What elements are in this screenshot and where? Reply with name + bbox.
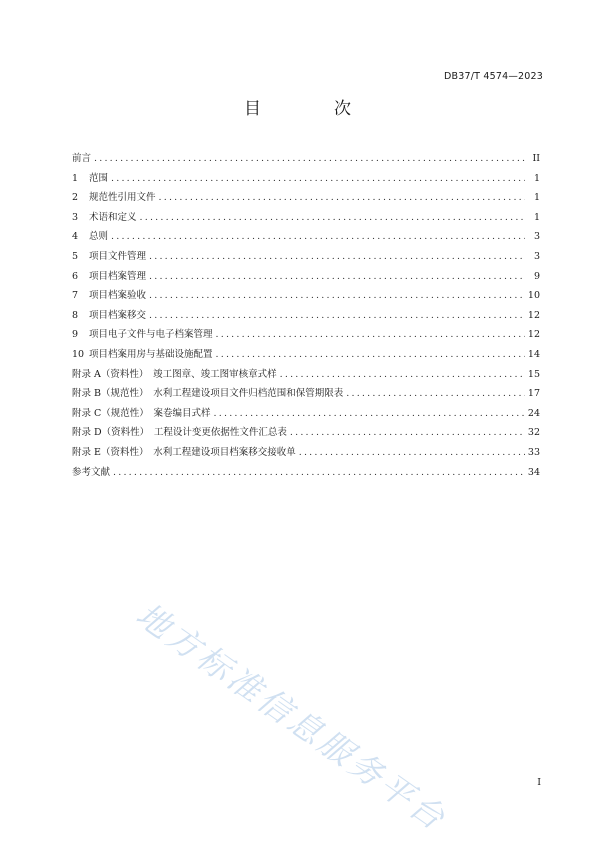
toc-entry-number: 2 (72, 192, 79, 204)
toc-entry[interactable] (72, 170, 540, 190)
toc-entry[interactable] (72, 385, 540, 405)
toc-entry[interactable] (72, 307, 540, 327)
toc-leader-dots (216, 329, 525, 340)
toc-entry[interactable] (72, 444, 540, 464)
toc-leader-dots (149, 251, 525, 262)
toc-entry[interactable] (72, 287, 540, 307)
toc-entry[interactable] (72, 366, 540, 386)
toc-entry-label: 附录 D（资料性） 工程设计变更依据性文件汇总表 (72, 427, 287, 439)
toc-entry-label: 附录 E（资料性） 水利工程建设项目档案移交接收单 (72, 446, 296, 458)
toc-entry-page: 1 (533, 172, 540, 184)
toc-entry-page: 32 (527, 427, 540, 439)
toc-entry-number: 4 (72, 231, 79, 243)
toc-leader-dots (159, 192, 525, 203)
toc-entry-page: 15 (527, 368, 540, 380)
toc-entry[interactable] (72, 228, 540, 248)
toc-entry-number: 1 (72, 172, 79, 184)
toc-leader-dots (149, 290, 525, 301)
toc-entry-label: 规范性引用文件 (89, 192, 156, 204)
toc-entry[interactable] (72, 424, 540, 444)
toc-entry-label: 附录 A（资料性） 竣工图章、竣工图审核章式样 (72, 368, 277, 380)
toc-entry-page: 34 (527, 466, 540, 478)
toc-entry[interactable] (72, 268, 540, 288)
toc-entry[interactable] (72, 248, 540, 268)
toc-entry-page: 9 (533, 270, 540, 282)
toc-entry-number: 5 (72, 250, 79, 262)
toc-entry-label: 前言 (72, 153, 92, 164)
toc-entry-page: 17 (527, 388, 540, 400)
toc-entry-page: 10 (527, 290, 540, 302)
table-of-contents (72, 150, 540, 483)
page-number: I (537, 777, 541, 788)
toc-leader-dots (140, 212, 525, 223)
toc-entry-label: 项目档案用房与基础设施配置 (89, 348, 213, 360)
toc-leader-dots (299, 447, 525, 458)
toc-entry-label: 项目档案管理 (89, 270, 147, 282)
toc-entry-label: 附录 C（规范性） 案卷编目式样 (72, 407, 211, 419)
toc-leader-dots (113, 467, 525, 478)
standard-code: DB37/T 4574—2023 (444, 71, 543, 82)
toc-entry-number: 10 (72, 348, 85, 360)
toc-entry-page: II (532, 153, 540, 164)
toc-entry-label: 项目电子文件与电子档案管理 (89, 329, 213, 341)
toc-entry[interactable] (72, 405, 540, 425)
toc-entry-label: 范围 (89, 172, 109, 184)
toc-entry-number: 8 (72, 309, 79, 321)
toc-entry-label: 项目档案验收 (89, 290, 147, 302)
toc-leader-dots (149, 310, 525, 321)
toc-entry-page: 3 (533, 250, 540, 262)
toc-entry-page: 1 (533, 192, 540, 204)
toc-leader-dots (111, 173, 525, 184)
toc-entry-label: 术语和定义 (89, 211, 137, 223)
toc-leader-dots (94, 153, 525, 164)
toc-entry[interactable] (72, 189, 540, 209)
toc-entry-number: 6 (72, 270, 79, 282)
toc-entry-number: 9 (72, 329, 79, 341)
toc-entry[interactable] (72, 209, 540, 229)
page-title: 目 次 (244, 99, 379, 119)
watermark: 地方标准信息服务平台 (129, 594, 455, 840)
toc-entry-label: 附录 B（规范性） 水利工程建设项目文件归档范围和保管期限表 (72, 388, 344, 400)
toc-leader-dots (346, 388, 525, 399)
toc-leader-dots (280, 369, 525, 380)
toc-entry-label: 总则 (89, 231, 109, 243)
toc-entry-page: 33 (527, 446, 540, 458)
toc-entry-page: 12 (527, 309, 540, 321)
toc-leader-dots (216, 349, 525, 360)
toc-entry-page: 14 (527, 348, 540, 360)
toc-entry-label: 项目文件管理 (89, 250, 147, 262)
toc-entry-label: 参考文献 (72, 466, 111, 478)
toc-entry[interactable] (72, 464, 540, 484)
toc-entry-page: 12 (527, 329, 540, 341)
toc-entry-page: 24 (527, 407, 540, 419)
toc-entry-page: 1 (533, 211, 540, 223)
toc-entry-label: 项目档案移交 (89, 309, 147, 321)
toc-entry[interactable] (72, 150, 540, 170)
toc-entry-number: 7 (72, 290, 79, 302)
toc-leader-dots (149, 271, 525, 282)
toc-entry-page: 3 (533, 231, 540, 243)
toc-entry[interactable] (72, 346, 540, 366)
toc-entry[interactable] (72, 326, 540, 346)
toc-leader-dots (111, 231, 525, 242)
toc-leader-dots (290, 427, 525, 438)
toc-entry-number: 3 (72, 211, 79, 223)
toc-leader-dots (214, 408, 525, 419)
